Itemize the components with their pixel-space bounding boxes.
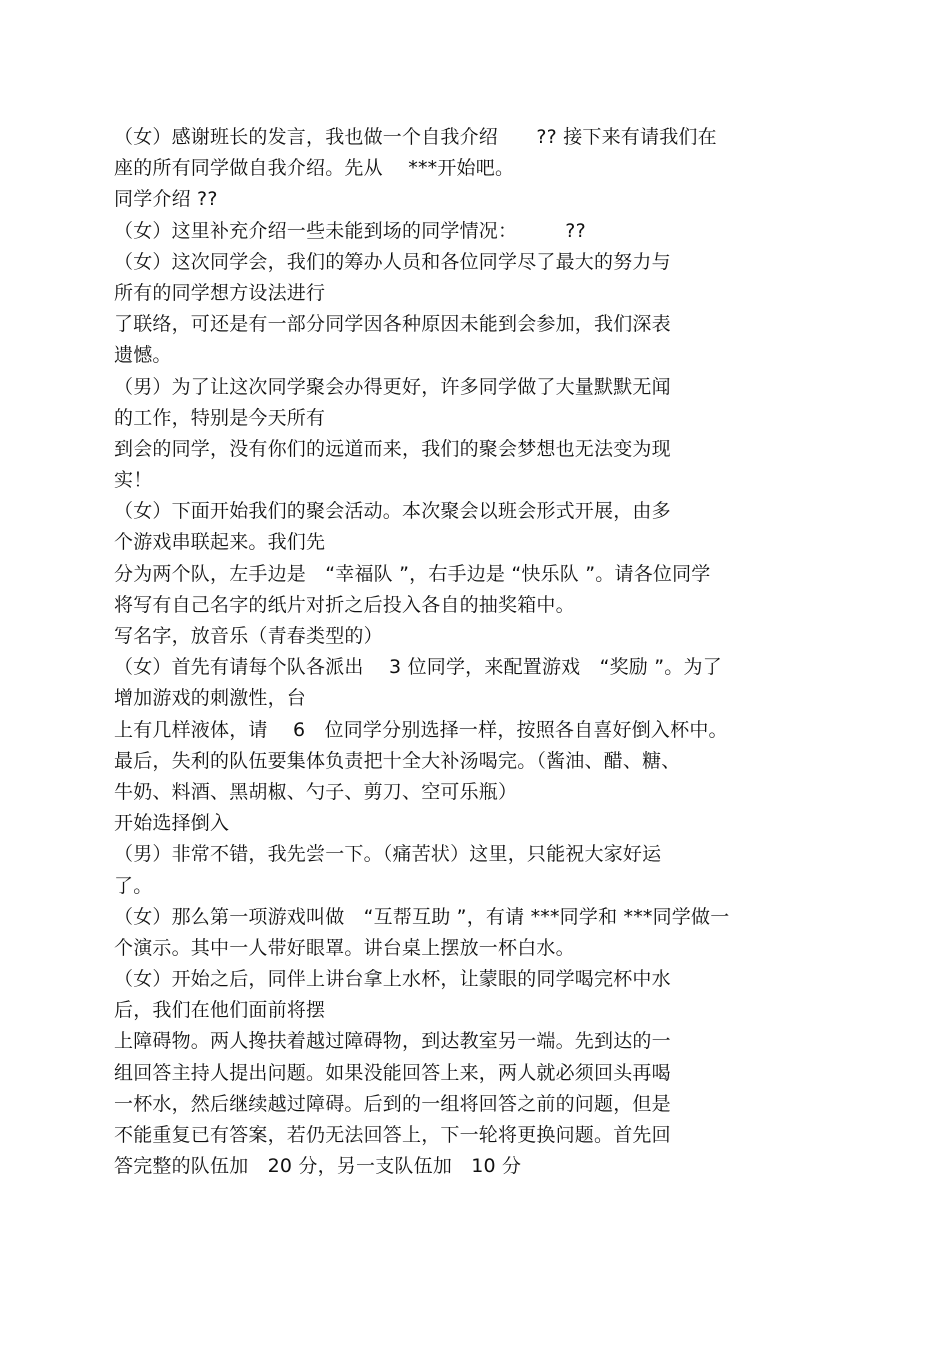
text-line: 答完整的队伍加 20 分，另一支队伍加 10 分 [114, 1155, 522, 1178]
text-line: 所有的同学想方设法进行 [114, 281, 326, 304]
body-text [114, 122, 824, 1182]
text-line: 同学介绍 ?? [114, 188, 218, 211]
text-line: 遗憾。 [114, 344, 172, 367]
text-line: 个游戏串联起来。我们先 [114, 531, 326, 554]
text-line: 一杯水，然后继续越过障碍。后到的一组将回答之前的问题，但是 [114, 1092, 671, 1115]
text-line: 的工作，特别是今天所有 [114, 406, 326, 429]
text-line: （女）开始之后，同伴上讲台拿上水杯，让蒙眼的同学喝完杯中水 [114, 968, 671, 991]
text-line: 了联络，可还是有一部分同学因各种原因未能到会参加，我们深表 [114, 313, 671, 336]
text-line: （女）那么第一项游戏叫做 “互帮互助 ”，有请 ***同学和 ***同学做一 [114, 905, 730, 928]
text-line: （男）非常不错，我先尝一下。（痛苦状）这里，只能祝大家好运 [114, 843, 662, 866]
text-line: 将写有自己名字的纸片对折之后投入各自的抽奖箱中。 [114, 593, 575, 616]
text-line: 不能重复已有答案，若仍无法回答上，下一轮将更换问题。首先回 [114, 1124, 671, 1146]
text-line: 开始选择倒入 [114, 812, 230, 835]
text-line: 上障碍物。两人搀扶着越过障碍物，到达教室另一端。先到达的一 [114, 1030, 671, 1053]
text-line: 个演示。其中一人带好眼罩。讲台桌上摆放一杯白水。 [114, 936, 575, 959]
text-line: （女）感谢班长的发言，我也做一个自我介绍 ?? 接下来有请我们在 [114, 126, 717, 148]
text-line: （女）这次同学会，我们的筹办人员和各位同学尽了最大的努力与 [114, 250, 671, 273]
text-line: 最后，失利的队伍要集体负责把十全大补汤喝完。（酱油、醋、糖、 [114, 749, 681, 772]
text-line: 分为两个队，左手边是 “幸福队 ”，右手边是 “快乐队 ”。请各位同学 [114, 562, 711, 585]
text-line: （男）为了让这次同学聚会办得更好，许多同学做了大量默默无闻 [114, 375, 671, 398]
text-line: 上有几样液体，请 6 位同学分别选择一样，按照各自喜好倒入杯中。 [114, 718, 728, 741]
text-line: 牛奶、料酒、黑胡椒、勺子、剪刀、空可乐瓶） [114, 780, 518, 803]
text-line: 座的所有同学做自我介绍。先从 ***开始吧。 [114, 157, 515, 180]
text-line: 到会的同学，没有你们的远道而来，我们的聚会梦想也无法变为现 [114, 437, 671, 460]
text-line: （女）首先有请每个队各派出 3 位同学，来配置游戏 “奖励 ”。为了 [114, 656, 722, 679]
text-line: 写名字，放音乐（青春类型的） [114, 625, 383, 647]
text-line: 后，我们在他们面前将摆 [114, 999, 326, 1022]
text-line: 组回答主持人提出问题。如果没能回答上来，两人就必须回头再喝 [114, 1061, 671, 1084]
text-line: 了。 [114, 874, 153, 897]
text-line: 增加游戏的刺激性，台 [114, 687, 307, 710]
text-line: （女）下面开始我们的聚会活动。本次聚会以班会形式开展，由多 [114, 500, 671, 523]
text-line: （女）这里补充介绍一些未能到场的同学情况： ?? [114, 219, 586, 242]
text-line: 实！ [114, 469, 153, 492]
